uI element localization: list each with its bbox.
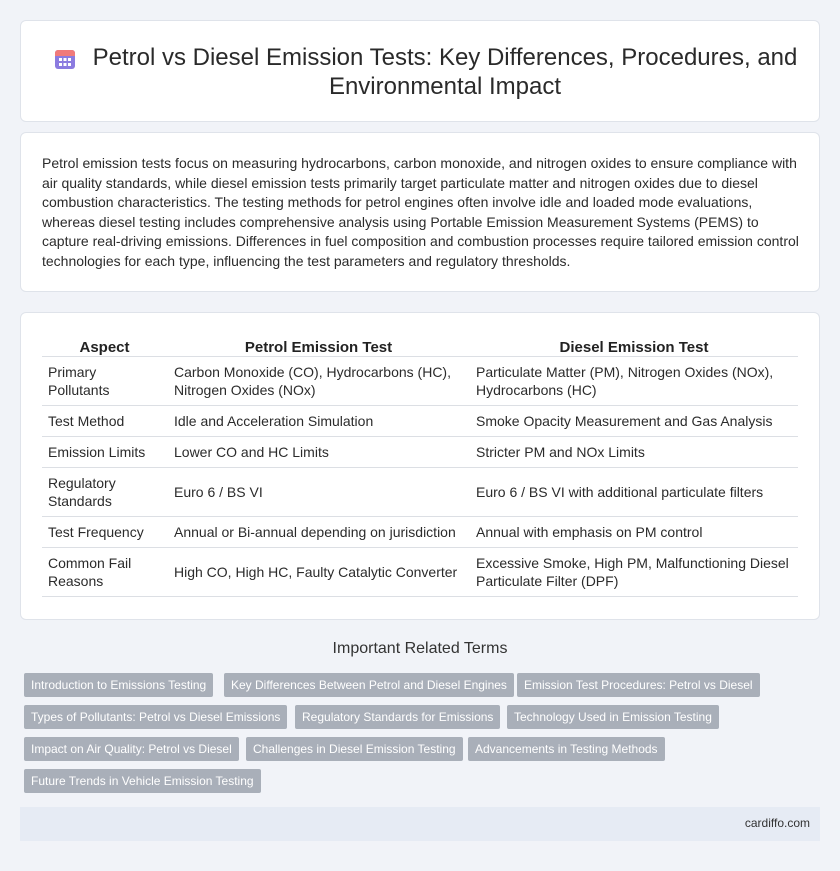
table-cell: Common Fail Reasons	[42, 548, 168, 597]
table-row	[42, 357, 798, 406]
related-tag[interactable]: Types of Pollutants: Petrol vs Diesel Emissions	[24, 705, 287, 729]
table-cell: Euro 6 / BS VI with additional particulate filters	[470, 468, 799, 517]
table-header-row	[42, 333, 798, 357]
table-cell: Primary Pollutants	[42, 357, 168, 406]
header-diesel: Diesel Emission Test	[470, 333, 799, 357]
table-row	[42, 468, 798, 517]
related-tag[interactable]: Emission Test Procedures: Petrol vs Diesel	[517, 673, 760, 697]
table-cell: Annual or Bi-annual depending on jurisdiction	[168, 517, 470, 548]
table-cell: Idle and Acceleration Simulation	[168, 406, 470, 437]
related-tag[interactable]: Introduction to Emissions Testing	[24, 673, 213, 697]
table-cell: Test Frequency	[42, 517, 168, 548]
header-card	[20, 20, 820, 122]
intro-card	[20, 132, 820, 292]
related-terms-title: Important Related Terms	[332, 640, 508, 657]
related-tag[interactable]: Technology Used in Emission Testing	[507, 705, 719, 729]
related-tag[interactable]: Key Differences Between Petrol and Diesel Engines	[224, 673, 514, 697]
table-cell: Excessive Smoke, High PM, Malfunctioning Diesel Particulate Filter (DPF)	[470, 548, 799, 597]
table-cell: Particulate Matter (PM), Nitrogen Oxides (NOx), Hydrocarbons (HC)	[470, 357, 799, 406]
intro-paragraph: Petrol emission tests focus on measuring hydrocarbons, carbon monoxide, and nitrogen oxides to ensure compliance with air quality standards, while diesel emission tests primarily target particulate matter and nitrogen oxides due to diesel combustion characteristics. The testing methods for petrol engines often involve idle and loaded mode evaluations, whereas diesel testing includes comprehensive analysis using Portable Emission Measurement Systems (PEMS) to capture real-driving emissions. Differences in fuel composition and combustion processes require tailored emission control technologies for each type, influencing the test parameters and regulatory thresholds.	[42, 155, 799, 269]
table-cell: Emission Limits	[42, 437, 168, 468]
related-tag[interactable]: Advancements in Testing Methods	[468, 737, 665, 761]
table-cell: Test Method	[42, 406, 168, 437]
comparison-table-card	[20, 312, 820, 620]
table-row	[42, 437, 798, 468]
footer-site-link[interactable]: cardiffo.com	[744, 816, 810, 830]
table-row	[42, 548, 798, 597]
table-cell: Euro 6 / BS VI	[168, 468, 470, 517]
related-tag[interactable]: Challenges in Diesel Emission Testing	[246, 737, 463, 761]
footer	[20, 807, 820, 841]
header-petrol: Petrol Emission Test	[168, 333, 470, 357]
table-cell: Regulatory Standards	[42, 468, 168, 517]
page-title: Petrol vs Diesel Emission Tests: Key Differences, Procedures, and Environmental Impact	[92, 44, 798, 100]
table-cell: Carbon Monoxide (CO), Hydrocarbons (HC), Nitrogen Oxides (NOx)	[168, 357, 470, 406]
table-cell: Lower CO and HC Limits	[168, 437, 470, 468]
table-cell: Smoke Opacity Measurement and Gas Analysis	[470, 406, 799, 437]
comparison-table	[42, 333, 798, 597]
table-row	[42, 406, 798, 437]
related-tag[interactable]: Impact on Air Quality: Petrol vs Diesel	[24, 737, 239, 761]
table-cell: Annual with emphasis on PM control	[470, 517, 799, 548]
table-cell: High CO, High HC, Faulty Catalytic Converter	[168, 548, 470, 597]
related-tag[interactable]: Regulatory Standards for Emissions	[295, 705, 500, 729]
related-tag[interactable]: Future Trends in Vehicle Emission Testing	[24, 769, 261, 793]
table-cell: Stricter PM and NOx Limits	[470, 437, 799, 468]
header-aspect: Aspect	[42, 333, 168, 357]
table-row	[42, 517, 798, 548]
calendar-icon	[53, 47, 77, 71]
